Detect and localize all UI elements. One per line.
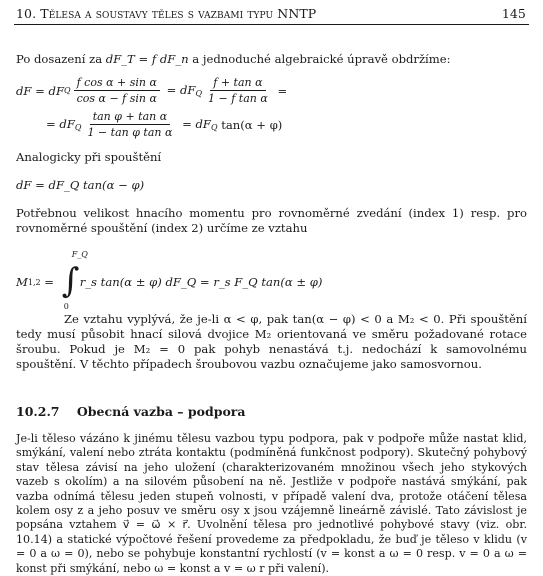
analog-text: Analogicky při spouštění xyxy=(16,150,162,164)
eq1-fraction-2 xyxy=(205,76,271,105)
eq3-integrand: r_s tan(α ± φ) dF_Q = r_s F_Q tan(α ± φ) xyxy=(79,275,323,289)
eq1-frac1-denominator: cos α − f sin α xyxy=(76,92,157,105)
eq1-tail: tan(α + φ) xyxy=(221,117,283,132)
eq1-frac3-numerator: tan φ + tan α xyxy=(90,110,170,125)
section-heading xyxy=(16,404,246,419)
moment-paragraph: Potřebnou velikost hnacího momentu pro rovnoměrné zvedání (index 1) resp. pro rovnoměrné spouštění (index 2) určíme ze vztahu xyxy=(16,206,527,235)
intro-paragraph xyxy=(16,52,527,67)
page-number: 145 xyxy=(501,5,526,21)
intro-text-before: Po dosazení za xyxy=(16,52,106,66)
eq1-frac2-denominator: 1 − f tan α xyxy=(208,92,268,105)
eq1-lhs: dF = dF xyxy=(16,83,65,98)
upper-limit: F_Q xyxy=(71,250,88,259)
paragraph-after: Ze vztahu vyplývá, že je-li α < φ, pak tan(α − φ) < 0 a M₂ < 0. Při spouštění tedy musí působit hnací silová dvojice M₂ orientovaná ve směru požadované rotace šroubu. Pokud je M₂ = 0 pak pohyb nenastává t.j. nedochází k samovolnému spouštění. V těchto případech šroubovou vazbu označujeme jako samosvornou. xyxy=(16,312,527,371)
eq1-frac2-numerator: f + tan α xyxy=(210,76,265,91)
eq1-fraction-3 xyxy=(84,110,175,139)
final-paragraph: Je-li těleso vázáno k jinému tělesu vazbou typu podpora, pak v podpoře může nastat klid, smýkání, valení nebo ztráta kontaktu (podmíněná funkčnost podpory). Skutečný pohybový stav tělesa závisí na jeho uložení (charakterizovaném množinou všech jeho stykových vazeb s okolím) a na silovém působení na ně. Jestliže v podpoře nastává smýkání, pak vazba odnímá tělesu jeden stupeň volnosti, v případě valení dva, protože otáčení tělesa kolem osy z a jeho posuv ve směru osy x jsou vzájemně lineárně závislé. Tato závislost je popsána vztahem v⃗ = ω⃗ × r⃗. Uvolnění tělesa pro jednotlivé pohybové stavy (viz. obr. 10.14) a statické výpočtové řešení provedeme za předpokladu, že buď je těleso v klidu (v = 0 a ω = 0), nebo se pohybuje konstantní rychlostí (v = konst a ω = 0 resp. v = 0 a ω = konst při smýkání, nebo ω = konst a v = ω r při valení). xyxy=(16,432,527,575)
equation-2 xyxy=(16,178,527,193)
equation-1-line-1: dF = dF Q $\frac{\text{f cos α + sin α}}{\text{cos α − f sin α}}$ = $dF_Q$ $\frac{\text{f + tan α}}{\text{1 − f tan α}}$ = xyxy=(16,76,288,105)
section-title: Obecná vazba – podpora xyxy=(76,404,246,419)
intro-text-after: a jednoduché algebraické úpravě obdržíme: xyxy=(188,52,451,66)
intro-inline-equation: dF_T = f dF_n xyxy=(105,52,189,66)
eq3-lhs-sub: 1,2 xyxy=(27,277,41,287)
page-header xyxy=(16,4,526,22)
equation-3: M 1,2 = ∫ F_Q 0 r_s tan(α ± φ) dF_Q = r_s F_Q tan(α ± φ) xyxy=(16,250,323,311)
header-rule xyxy=(14,24,529,25)
equation-2-text: dF = dF_Q tan(α − φ) xyxy=(16,178,145,192)
integral-sign: ∫ F_Q 0 xyxy=(61,250,88,311)
eq1-frac3-denominator: 1 − tan φ tan α xyxy=(87,126,173,139)
eq3-lhs: M xyxy=(16,275,28,289)
lower-limit: 0 xyxy=(63,302,69,311)
eq1-fraction-1 xyxy=(74,76,160,105)
equation-1-line-2: = $dF_Q$ $\frac{\text{tan φ + tan α}}{\text{1 − tan φ tan α}}$ = $dF_Q$ tan(α + φ) xyxy=(46,110,283,139)
eq1-frac1-numerator: f cos α + sin α xyxy=(74,76,160,91)
section-number: 10.2.7 xyxy=(16,404,60,419)
chapter-title: 10. Tělesa a soustavy těles s vazbami typu NNTP xyxy=(16,5,317,21)
